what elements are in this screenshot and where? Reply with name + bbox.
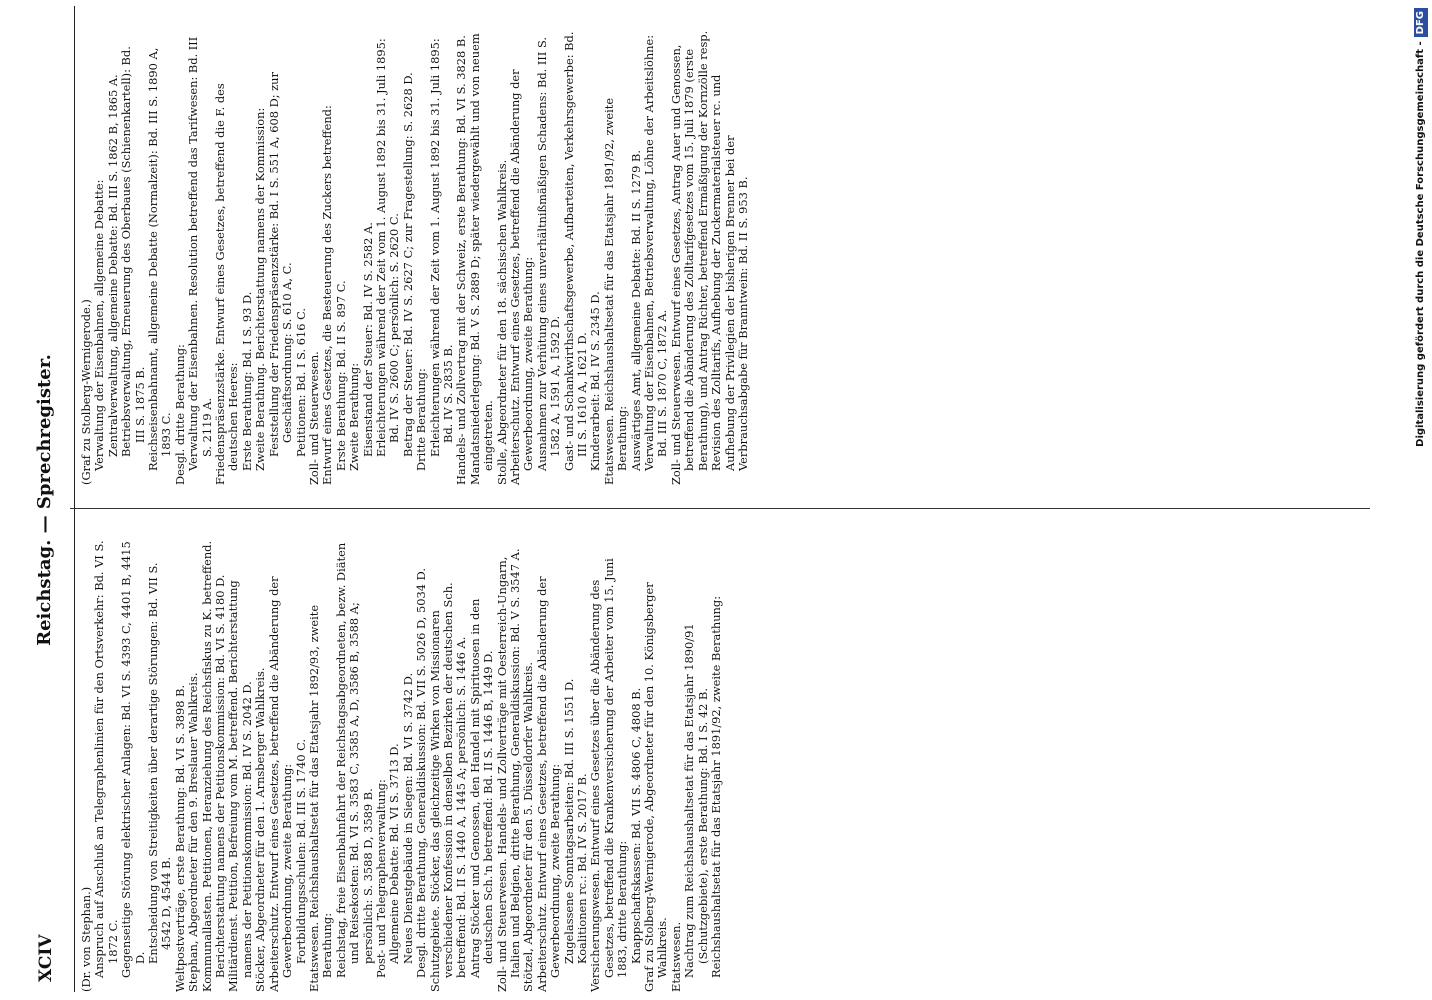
- dfg-logo: DFG: [1414, 8, 1428, 37]
- index-entry: Zoll- und Steuerwesen. Entwurf eines Gesetzes, Antrag Auer und Genossen, betreffend die Abänderung des Zolltarifgesetzes vom 15. Juli 1879 (erste Berathung), und Antrag Richter, betreffend Ermäßigung der Kornzölle resp. Revision des Zolltarifs, Aufhebung der Zuckermaterialsteuer rc. und Aufhebung der Privilegien der bisherigen Brenner bei der Verbrauchsabgabe für Branntwein: Bd. II S. 953 B.: [668, 30, 750, 485]
- index-entry: Stöcker, Abgeordneter für den 1. Arnsberger Wahlkreis.: [253, 667, 268, 992]
- index-entry: Eisenstand der Steuer: Bd. IV S. 2582 A.: [360, 222, 375, 457]
- index-entry: Stötzel, Abgeordneter für den 5. Düsseldorfer Wahlkreis.: [521, 662, 536, 992]
- dfg-credit-text: Digitalisierung gefördert durch die Deutsche Forschungsgemeinschaft -: [1415, 41, 1426, 447]
- header-rule: [74, 6, 75, 992]
- index-entry: Etatswesen. Reichshaushaltsetat für das Etatsjahr 1892/93, zweite Berathung:: [306, 604, 335, 992]
- index-entry: Desgl. dritte Berathung, Generaldiskussion: Bd. VII S. 5026 D, 5034 D.: [414, 568, 429, 978]
- index-entry: Zoll- und Steuerwesen. Handels- und Zollverträge mit Oesterreich-Ungarn, Italien und Belgien, dritte Berathung, Generaldiskussion: Bd. V S. 3547 A.: [494, 548, 522, 992]
- page-folio: XCIV: [36, 934, 56, 982]
- index-entry: Betrag der Steuer: Bd. IV S. 2627 C; zur Fragestellung: S. 2628 D.: [400, 72, 415, 457]
- index-entry: Erste Berathung: Bd. II S. 897 C.: [333, 280, 348, 471]
- index-entry: Handels- und Zollvertrag mit der Schweiz, erste Berathung: Bd. VI S. 3828 B.: [454, 35, 469, 485]
- index-entry: Neues Dienstgebäude in Siegen: Bd. VI S. 3742 D.: [400, 672, 415, 964]
- running-title: Reichstag. — Sprechregister.: [34, 354, 55, 646]
- index-entry: Verwaltung der Eisenbahnen. Resolution betreffend das Tarifwesen: Bd. III S. 2119 A.: [186, 36, 214, 471]
- index-entry: Verwaltung der Eisenbahnen, Betriebsverwaltung, Löhne der Arbeitslöhne: Bd. III S. 1870 C, 1872 A.: [642, 34, 670, 471]
- index-entry: Schutzgebiete. Stöcker, das gleichzeitige Wirken von Missionaren verschiedener Konfession in denselben Bezirken der deutschen Sch. betreffend: Bd. II S. 1440 A, 1445 A; persönlich: S. 1446 A.: [427, 582, 469, 992]
- index-entry: Antrag Stöcker und Genossen, den Handel mit Spirituosen in den deutschen Sch.'n betreffend: Bd. II S. 1446 B, 1449 D.: [467, 598, 496, 978]
- index-entry: Reichshaushaltsetat für das Etatsjahr 1891/92, zweite Berathung:: [709, 595, 724, 978]
- dfg-credit: [1408, 0, 1432, 1000]
- index-entry: Arbeiterschutz. Entwurf eines Gesetzes, betreffend die Abänderung der Gewerbeordnung, zweite Berathung:: [266, 576, 295, 992]
- index-entry: (Dr. von Stephan.): [79, 886, 93, 992]
- index-entry: Dritte Berathung:: [414, 368, 429, 471]
- index-entry: Nachtrag zum Reichshaushaltsetat für das Etatsjahr 1890/91 (Schutzgebiete), erste Berathung: Bd. I S. 42 B.: [682, 623, 710, 978]
- index-entry: Gast- und Schankwirthschaftsgewerbe, Aufbarteiten, Verkehrsgewerbe: Bd. III S. 1610 A, 1621 D.: [561, 31, 590, 471]
- index-entry: Desgl. dritte Berathung:: [172, 344, 187, 485]
- dfg-sidebar: [1408, 0, 1432, 1000]
- left-column: [80, 537, 724, 992]
- index-entry: Militärdienst. Petition, Befreiung vom M. betreffend. Berichterstattung namens der Petitionskommission: Bd. IV S. 2042 D.: [226, 580, 254, 992]
- index-entry: Zweite Berathung. Berichterstattung namens der Kommission:: [253, 107, 268, 471]
- index-entry: Gegenseitige Störung elektrischer Anlagen: Bd. VI S. 4393 C, 4401 B, 4415 D.: [119, 541, 147, 978]
- index-entry: Entscheidung von Streitigkeiten über derartige Störungen: Bd. VII S. 4542 D, 4544 B.: [146, 562, 174, 964]
- index-entry: Allgemeine Debatte: Bd. VI S. 3713 D.: [387, 743, 402, 964]
- index-entry: Mandatsniederlegung: Bd. V S. 2889 D; später wiedergewählt und von neuem eingetreten.: [467, 33, 496, 485]
- index-entry: Reichstag, freie Eisenbahnfahrt der Reichstagsabgeordneten, bezw. Diäten und Reisekosten: Bd. VI S. 3583 C, 3585 A, D, 3586 B, 3588 A; persönlich: S. 3588 D, 3589 B.: [333, 542, 375, 978]
- index-entry: Erste Berathung: Bd. I S. 93 D.: [239, 291, 254, 471]
- index-entry: Graf zu Stolberg-Wernigerode, Abgeordneter für den 10. Königsberger Wahlkreis.: [642, 582, 670, 992]
- index-entry: Zweite Berathung:: [347, 362, 362, 471]
- index-entry: Friedenspräsenzstärke. Entwurf eines Gesetzes, betreffend die F. des deutschen Heeres:: [213, 83, 241, 485]
- index-entry: Ausnahmen zur Verhütung eines unverhältnißmäßigen Schadens: Bd. III S. 1582 A, 1591 A, 1592 D.: [534, 37, 563, 471]
- column-divider: [70, 508, 1370, 509]
- index-entry: Arbeiterschutz. Entwurf eines Gesetzes, betreffend die Abänderung der Gewerbeordnung, zweite Berathung:: [508, 69, 536, 485]
- index-entry: Fortbildungsschulen: Bd. III S. 1740 C.: [293, 738, 308, 964]
- right-column: [80, 30, 750, 485]
- index-entry: (Graf zu Stolberg-Wernigerode.): [79, 299, 93, 485]
- index-entry: Versicherungswesen. Entwurf eines Gesetzes über die Abänderung des Gesetzes, betreffend die Krankenversicherung der Arbeiter vom 15. Juni 1883, dritte Berathung:: [588, 558, 630, 992]
- index-entry: Verwaltung der Eisenbahnen, allgemeine Debatte:: [92, 179, 107, 471]
- index-entry: Knappschaftskassen: Bd. VII S. 4806 C, 4808 B.: [628, 687, 643, 964]
- index-entry: Post- und Telegraphenverwaltung:: [373, 779, 388, 978]
- index-entry: Erleichterungen während der Zeit vom 1. August 1892 bis 31. Juli 1895: Bd. IV S. 2600 C; persönlich: S. 2620 C.: [373, 38, 402, 457]
- index-entry: Feststellung der Friedenspräsenzstärke: Bd. I S. 551 A, 608 D; zur Geschäftsordnung: S. 610 A, C.: [266, 72, 295, 457]
- index-entry: Zugelassene Sonntagsarbeiten: Bd. III S. 1551 D.: [561, 678, 576, 964]
- index-entry: Anspruch auf Anschluß an Telegraphenlinien für den Ortsverkehr: Bd. VI S. 1872 C.: [92, 540, 120, 978]
- index-entry: Etatswesen.: [668, 921, 683, 992]
- index-entry: Arbeiterschutz. Entwurf eines Gesetzes, betreffend die Abänderung der Gewerbeordnung, zweite Berathung:: [534, 576, 563, 992]
- index-entry: Koalitionen rc.: Bd. IV S. 2017 B.: [575, 773, 590, 964]
- index-entry: Erleichterungen während der Zeit vom 1. August 1892 bis 31. Juli 1895: Bd. IV S. 2835 B.: [427, 38, 455, 457]
- index-entry: Auswärtiges Amt, allgemeine Debatte: Bd. II S. 1279 B.: [628, 149, 643, 471]
- index-entry: Kinderarbeit: Bd. IV S. 2345 D.: [588, 291, 603, 471]
- index-entry: Petitionen: Bd. I S. 616 C.: [293, 307, 308, 457]
- index-entry: Weltpostverträge, erste Berathung: Bd. VI S. 3898 B.: [172, 684, 187, 992]
- page-header: [30, 0, 70, 1000]
- index-entry: Kommunallasten. Petitionen, Heranziehung des Reichsfiskus zu K. betreffend. Berichterstattung namens der Petitionskommission: Bd. VI S. 4180 D.: [199, 540, 228, 992]
- index-entry: Entwurf eines Gesetzes, die Besteuerung des Zuckers betreffend:: [320, 105, 335, 485]
- index-entry: Etatswesen. Reichshaushaltsetat für das Etatsjahr 1891/92, zweite Berathung:: [601, 97, 630, 485]
- index-entry: Zoll- und Steuerwesen.: [306, 351, 321, 485]
- index-entry: Reichseisenbahnamt, allgemeine Debatte (Normalzeit): Bd. III S. 1890 A, 1893 C.: [146, 47, 174, 471]
- index-entry: Stolle, Abgeordneter für den 18. sächsischen Wahlkreis.: [494, 159, 509, 485]
- index-entry: Stephan, Abgeordneter für den 9. Breslauer Wahlkreis.: [186, 672, 201, 992]
- index-entry: Betriebsverwaltung, Erneuerung des Oberbaues (Schienenkartell): Bd. III S. 1875 B.: [119, 46, 147, 457]
- index-entry: Zentralverwaltung, allgemeine Debatte: Bd. III S. 1862 B, 1865 A.: [105, 74, 120, 457]
